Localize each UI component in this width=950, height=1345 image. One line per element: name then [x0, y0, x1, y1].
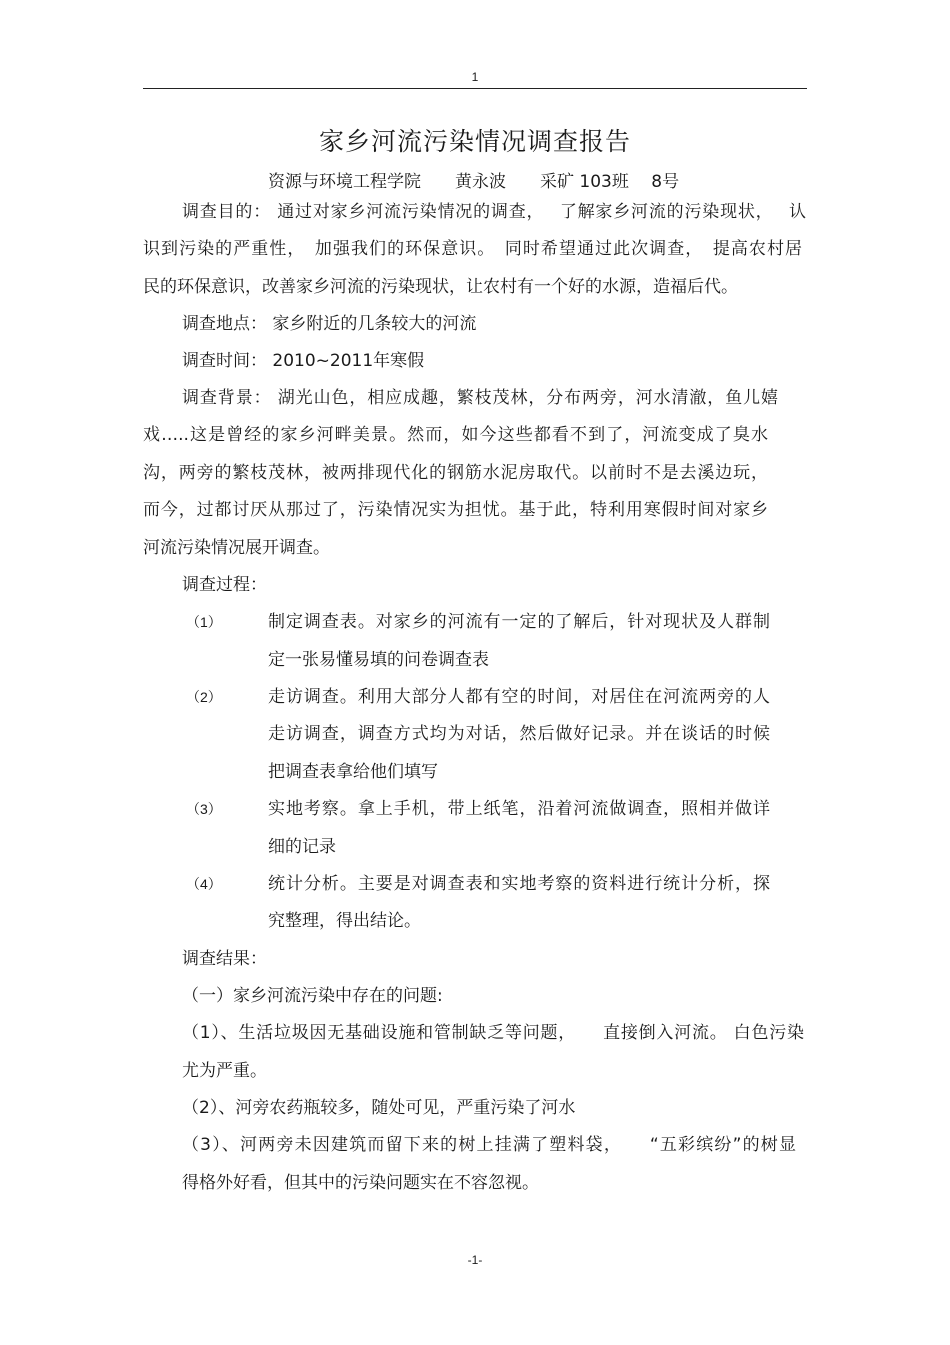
results-subheading-1: （一）家乡河流污染中存在的问题:: [182, 986, 443, 1006]
background-line-2: 戏…..这是曾经的家乡河畔美景。然而，如今这些都看不到了，河流变成了臭水: [143, 425, 768, 445]
results-point-3-line-1: （3）、河两旁未因建筑而留下来的树上挂满了塑料袋， “五彩缤纷”的树显: [182, 1135, 796, 1155]
footer-page-number: -1-: [467, 1253, 483, 1267]
process-item-3-number: （3）: [186, 801, 222, 817]
header-page-number: 1: [471, 70, 479, 84]
time-line: 调查时间： 2010~2011年寒假: [182, 351, 425, 371]
results-point-1-line-1: （1）、生活垃圾因无基础设施和管制缺乏等问题， 直接倒入河流。 白色污染: [182, 1023, 804, 1043]
background-line-3: 沟，两旁的繁枝茂林，被两排现代化的钢筋水泥房取代。以前时不是去溪边玩，: [143, 463, 768, 483]
byline: 资源与环境工程学院 黄永波 采矿 103班 8号: [268, 172, 680, 192]
results-point-1-line-2: 尤为严重。: [182, 1061, 267, 1081]
process-item-1-line-2: 定一张易懂易填的问卷调查表: [268, 650, 489, 670]
process-item-1-number: （1）: [186, 614, 222, 630]
process-item-1-line-1: 制定调查表。对家乡的河流有一定的了解后，针对现状及人群制: [268, 612, 770, 632]
process-item-4-number: （4）: [186, 876, 222, 892]
results-heading: 调查结果：: [182, 949, 267, 969]
process-item-3-line-1: 实地考察。拿上手机，带上纸笔，沿着河流做调查，照相并做详: [268, 799, 770, 819]
process-item-4-line-2: 究整理，得出结论。: [268, 911, 421, 931]
report-title: 家乡河流污染情况调查报告: [318, 127, 631, 156]
process-item-4-line-1: 统计分析。主要是对调查表和实地考察的资料进行统计分析，探: [268, 874, 770, 894]
purpose-line-2: 识到污染的严重性， 加强我们的环保意识。 同时希望通过此次调查， 提高农村居: [143, 239, 802, 259]
background-line-5: 河流污染情况展开调查。: [143, 538, 330, 558]
process-item-2-line-3: 把调查表拿给他们填写: [268, 762, 438, 782]
results-point-2: （2）、河旁农药瓶较多，随处可见，严重污染了河水: [182, 1098, 576, 1118]
purpose-line-3: 民的环保意识，改善家乡河流的污染现状，让农村有一个好的水源，造福后代。: [143, 277, 738, 297]
location-line: 调查地点： 家乡附近的几条较大的河流: [182, 314, 477, 334]
background-line-4: 而今，过都讨厌从那过了，污染情况实为担忧。基于此，特利用寒假时间对家乡: [143, 500, 768, 520]
process-item-2-number: （2）: [186, 689, 222, 705]
background-line-1: 调查背景： 湖光山色，相应成趣，繁枝茂林，分布两旁，河水清澈，鱼儿嬉: [182, 388, 778, 408]
results-point-3-line-2: 得格外好看，但其中的污染问题实在不容忽视。: [182, 1173, 539, 1193]
process-item-2-line-2: 走访调查，调查方式均为对话，然后做好记录。并在谈话的时候: [268, 724, 770, 744]
header-rule: [143, 88, 807, 89]
purpose-line-1: 调查目的： 通过对家乡河流污染情况的调查， 了解家乡河流的污染现状， 认: [182, 202, 806, 222]
process-item-3-line-2: 细的记录: [268, 837, 336, 857]
process-heading: 调查过程：: [182, 575, 267, 595]
process-item-2-line-1: 走访调查。利用大部分人都有空的时间，对居住在河流两旁的人: [268, 687, 770, 707]
